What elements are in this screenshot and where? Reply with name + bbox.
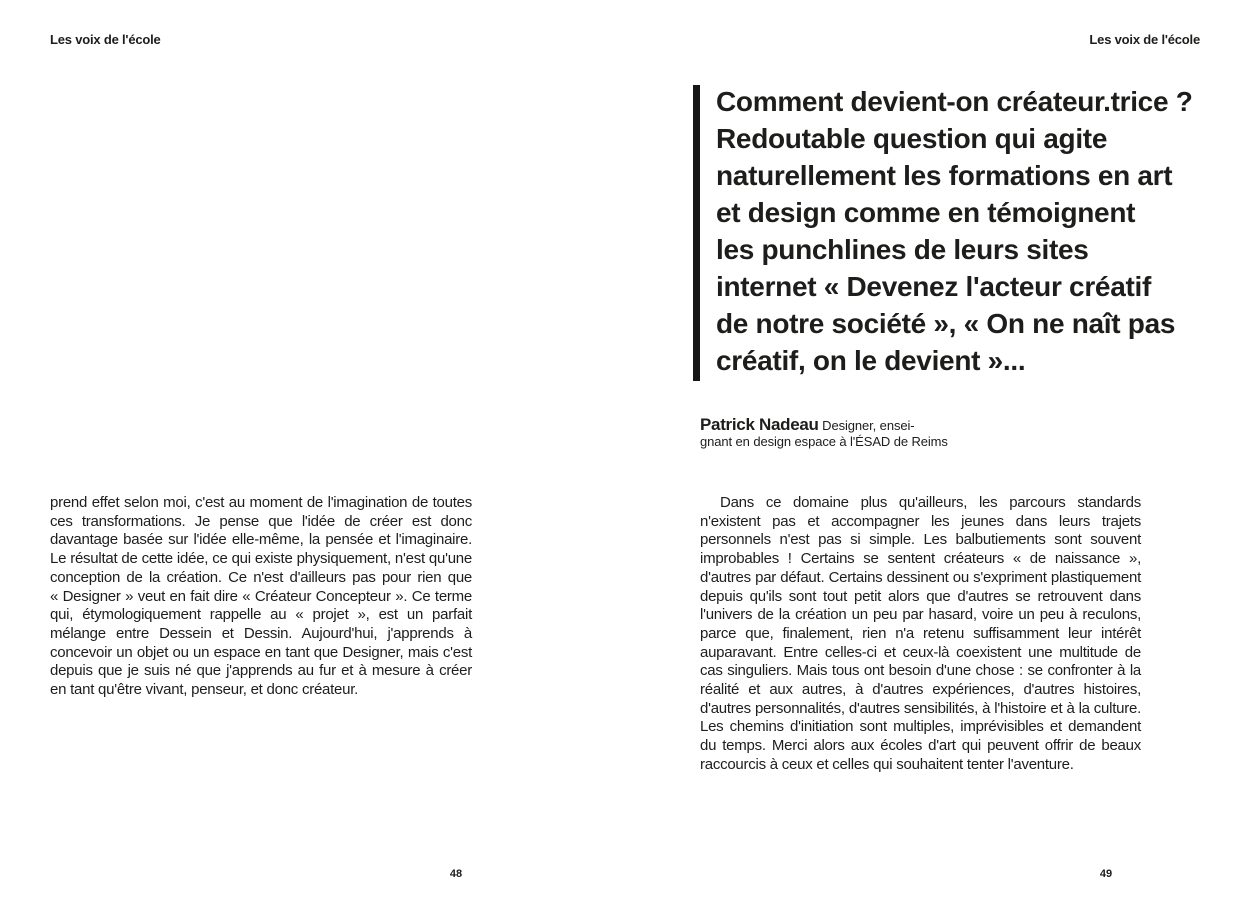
quote-line: internet « Devenez l'acteur créatif [716,271,1151,302]
paragraph: prend effet selon moi, c'est au moment de l'imagination de toutes ces transformations. Je pense que l'idée de créer est donc davantage basée sur l'idée elle-même, la pensée et l'imaginaire. Le résultat de cette idée, ce qui existe physiquement, n'est qu'une conception de la création. Ce n'est d'ailleurs pas pour rien que « Designer » veut en fait dire « Créateur Concepteur ». Ce terme qui, étymologiquement rappelle au « projet », est un parfait mélange entre Dessein et Dessin. Aujourd'hui, j'apprends à concevoir un objet ou un espace en tant que Designer, mais c'est depuis que je suis né que j'apprends au fur et à mesure à créer en tant qu'être vivant, penseur, et donc créateur. [50,494,472,699]
quote-line: créatif, on le devient »... [716,345,1026,376]
quote-line: les punchlines de leurs sites [716,234,1089,265]
quote-line: de notre société », « On ne naît pas [716,308,1176,339]
author-name: Patrick Nadeau [700,415,819,434]
quote-line: Comment devient-on créateur.trice ? [716,86,1193,117]
author-block [700,417,1000,450]
body-text-left-column [50,494,472,700]
quote-line: et design comme en témoignent [716,197,1136,228]
body-text-right-column [700,494,1141,775]
quote-line: naturellement les formations en art [716,160,1173,191]
quote-line: Redoutable question qui agite [716,123,1108,154]
page-number-right: 49 [1099,868,1113,880]
paragraph: Dans ce domaine plus qu'ailleurs, les parcours standards n'existent pas et accompagner les jeunes dans leurs trajets personnels n'est pas si simple. Les balbutiements sont souvent improbables ! Certains se sentent créateurs « de naissance », d'autres par défaut. Certains dessinent ou s'expriment plastiquement depuis qu'ils sont tout petit alors que d'autres se retrouvent dans l'univers de la création un peu par hasard, voire un peu à reculons, parce que, finalement, rien n'a retenu suffisamment leur intérêt auparavant. Entre celles-ci et ceux-là coexistent une multitude de cas singuliers. Mais tous ont besoin d'une chose : se confronter à la réalité et aux autres, à d'autres expériences, d'autres histoires, d'autres personnalités, d'autres sensibilités, à l'histoire et à la culture. Les chemins d'initiation sont multiples, imprévisibles et demandent du temps. Merci alors aux écoles d'art qui peuvent offrir de beaux raccourcis à ceux et celles qui souhaitent tenter l'aventure. [700,494,1141,773]
page-number-left: 48 [449,868,463,880]
author-role: Designer, ensei- [818,418,915,433]
author-role-continued: gnant en design espace à l'ÉSAD de Reims [700,434,948,449]
running-header-left: Les voix de l'école [50,32,161,47]
pull-quote-bar [693,85,700,381]
running-header-right: Les voix de l'école [1089,32,1200,47]
pull-quote [716,83,1193,379]
